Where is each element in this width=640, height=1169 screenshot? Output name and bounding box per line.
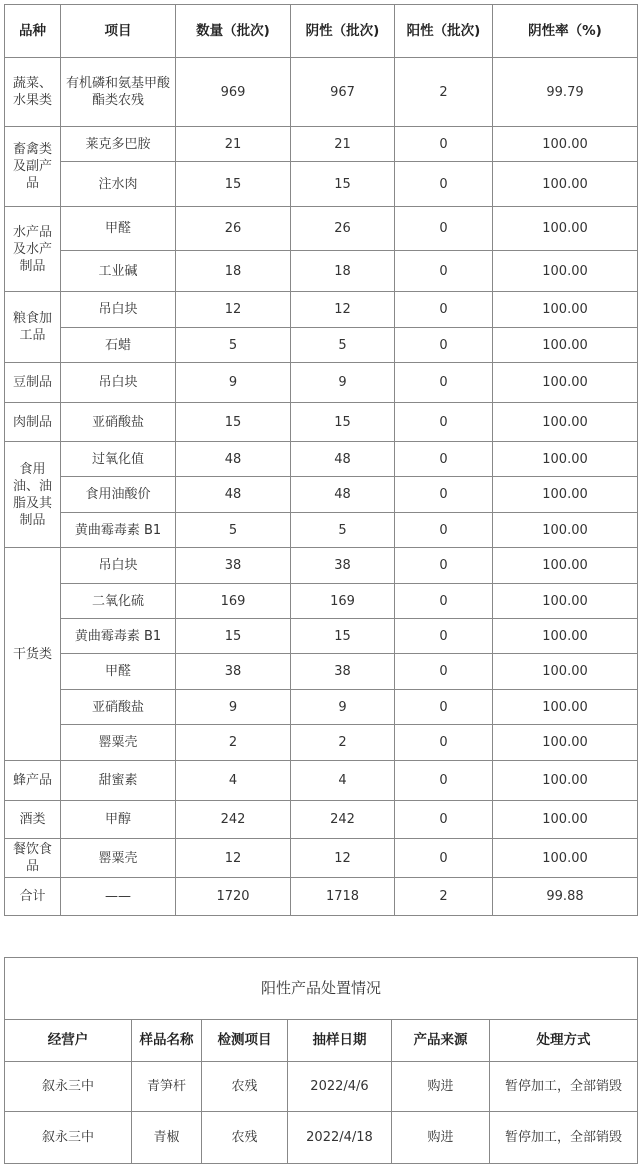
header-positive: 阳性（批次)	[395, 5, 493, 58]
header-negative: 阴性（批次)	[291, 5, 395, 58]
negative-cell: 18	[291, 251, 395, 292]
table-row	[5, 162, 638, 207]
category-cell: 酒类	[5, 801, 61, 839]
negative-cell: 967	[291, 58, 395, 127]
table-row	[5, 127, 638, 162]
table-row	[5, 654, 638, 690]
positive-cell: 2	[395, 58, 493, 127]
negative-rate-cell: 100.00	[493, 690, 638, 725]
quantity-cell: 242	[176, 801, 291, 839]
negative-rate-cell: 100.00	[493, 442, 638, 477]
negative-rate-cell: 100.00	[493, 619, 638, 654]
quantity-cell: 9	[176, 363, 291, 403]
category-cell: 食用油、油脂及其制品	[5, 442, 61, 548]
table-row	[5, 839, 638, 878]
item-cell: 亚硝酸盐	[61, 690, 176, 725]
item-cell: 有机磷和氨基甲酸酯类农残	[61, 58, 176, 127]
positive-cell: 0	[395, 839, 493, 878]
positive-cell: 0	[395, 548, 493, 584]
disposal-sample-cell: 青椒	[132, 1112, 202, 1164]
negative-cell: 26	[291, 207, 395, 251]
item-cell: 石蜡	[61, 328, 176, 363]
negative-rate-cell: 100.00	[493, 513, 638, 548]
item-cell: 甲醛	[61, 207, 176, 251]
table-row	[5, 442, 638, 477]
item-cell: 罂粟壳	[61, 725, 176, 761]
disposal-vendor-cell: 叙永三中	[5, 1112, 132, 1164]
positive-cell: 0	[395, 442, 493, 477]
total-qty-cell: 1720	[176, 878, 291, 916]
quantity-cell: 26	[176, 207, 291, 251]
category-cell: 畜禽类及副产品	[5, 127, 61, 207]
positive-cell: 0	[395, 690, 493, 725]
inspection-table	[4, 4, 638, 916]
positive-cell: 0	[395, 725, 493, 761]
disposal-sample-cell: 青笋杆	[132, 1062, 202, 1112]
item-cell: 亚硝酸盐	[61, 403, 176, 442]
quantity-cell: 12	[176, 839, 291, 878]
item-cell: 甲醇	[61, 801, 176, 839]
item-cell: 二氧化硫	[61, 584, 176, 619]
disposal-test-cell: 农残	[202, 1062, 288, 1112]
disposal-header-action: 处理方式	[490, 1020, 638, 1062]
positive-cell: 0	[395, 162, 493, 207]
positive-cell: 0	[395, 513, 493, 548]
negative-rate-cell: 100.00	[493, 839, 638, 878]
quantity-cell: 21	[176, 127, 291, 162]
negative-cell: 169	[291, 584, 395, 619]
negative-cell: 4	[291, 761, 395, 801]
table-row	[5, 363, 638, 403]
table-row	[5, 584, 638, 619]
negative-rate-cell: 100.00	[493, 162, 638, 207]
disposal-header-sample: 样品名称	[132, 1020, 202, 1062]
negative-cell: 9	[291, 690, 395, 725]
table-row	[5, 403, 638, 442]
header-row	[5, 5, 638, 58]
quantity-cell: 4	[176, 761, 291, 801]
positive-cell: 0	[395, 251, 493, 292]
negative-rate-cell: 100.00	[493, 127, 638, 162]
positive-cell: 0	[395, 619, 493, 654]
negative-cell: 2	[291, 725, 395, 761]
quantity-cell: 48	[176, 442, 291, 477]
total-row	[5, 878, 638, 916]
positive-cell: 0	[395, 584, 493, 619]
quantity-cell: 38	[176, 548, 291, 584]
disposal-row	[5, 1112, 638, 1164]
inspection-table-body	[5, 58, 638, 916]
item-cell: 甲醛	[61, 654, 176, 690]
category-cell: 豆制品	[5, 363, 61, 403]
disposal-test-cell: 农残	[202, 1112, 288, 1164]
item-cell: 注水肉	[61, 162, 176, 207]
negative-rate-cell: 100.00	[493, 584, 638, 619]
header-quantity: 数量（批次)	[176, 5, 291, 58]
total-pos-cell: 2	[395, 878, 493, 916]
quantity-cell: 12	[176, 292, 291, 328]
category-cell: 干货类	[5, 548, 61, 761]
table-row	[5, 761, 638, 801]
total-neg-cell: 1718	[291, 878, 395, 916]
quantity-cell: 38	[176, 654, 291, 690]
quantity-cell: 2	[176, 725, 291, 761]
item-cell: 过氧化值	[61, 442, 176, 477]
positive-cell: 0	[395, 363, 493, 403]
disposal-header-vendor: 经营户	[5, 1020, 132, 1062]
negative-cell: 48	[291, 477, 395, 513]
positive-cell: 0	[395, 801, 493, 839]
disposal-table-title: 阳性产品处置情况	[5, 958, 638, 1020]
disposal-date-cell: 2022/4/18	[288, 1112, 392, 1164]
quantity-cell: 5	[176, 328, 291, 363]
table-row	[5, 251, 638, 292]
item-cell: 莱克多巴胺	[61, 127, 176, 162]
negative-cell: 38	[291, 548, 395, 584]
negative-cell: 5	[291, 328, 395, 363]
table-row	[5, 690, 638, 725]
disposal-source-cell: 购进	[392, 1112, 490, 1164]
negative-rate-cell: 100.00	[493, 251, 638, 292]
negative-cell: 9	[291, 363, 395, 403]
negative-cell: 48	[291, 442, 395, 477]
positive-cell: 0	[395, 654, 493, 690]
disposal-action-cell: 暂停加工，全部销毁	[490, 1112, 638, 1164]
disposal-row	[5, 1062, 638, 1112]
quantity-cell: 18	[176, 251, 291, 292]
item-cell: 黄曲霉毒素 B1	[61, 513, 176, 548]
positive-cell: 0	[395, 761, 493, 801]
header-category: 品种	[5, 5, 61, 58]
disposal-vendor-cell: 叙永三中	[5, 1062, 132, 1112]
negative-rate-cell: 100.00	[493, 477, 638, 513]
positive-cell: 0	[395, 292, 493, 328]
negative-rate-cell: 100.00	[493, 328, 638, 363]
category-cell: 水产品及水产制品	[5, 207, 61, 292]
negative-rate-cell: 100.00	[493, 292, 638, 328]
item-cell: 甜蜜素	[61, 761, 176, 801]
negative-rate-cell: 100.00	[493, 801, 638, 839]
negative-cell: 5	[291, 513, 395, 548]
quantity-cell: 5	[176, 513, 291, 548]
quantity-cell: 169	[176, 584, 291, 619]
negative-rate-cell: 100.00	[493, 207, 638, 251]
total-category-cell: 合计	[5, 878, 61, 916]
negative-rate-cell: 100.00	[493, 548, 638, 584]
quantity-cell: 9	[176, 690, 291, 725]
header-item: 项目	[61, 5, 176, 58]
item-cell: 工业碱	[61, 251, 176, 292]
negative-rate-cell: 100.00	[493, 363, 638, 403]
table-row	[5, 58, 638, 127]
positive-cell: 0	[395, 328, 493, 363]
item-cell: 食用油酸价	[61, 477, 176, 513]
negative-cell: 15	[291, 403, 395, 442]
quantity-cell: 48	[176, 477, 291, 513]
disposal-action-cell: 暂停加工，全部销毁	[490, 1062, 638, 1112]
negative-rate-cell: 99.79	[493, 58, 638, 127]
negative-rate-cell: 100.00	[493, 654, 638, 690]
table-row	[5, 207, 638, 251]
disposal-header-source: 产品来源	[392, 1020, 490, 1062]
negative-rate-cell: 100.00	[493, 761, 638, 801]
quantity-cell: 15	[176, 403, 291, 442]
disposal-table-body	[5, 958, 638, 1164]
table-row	[5, 548, 638, 584]
category-cell: 蔬菜、水果类	[5, 58, 61, 127]
table-row	[5, 725, 638, 761]
negative-cell: 242	[291, 801, 395, 839]
item-cell: 吊白块	[61, 292, 176, 328]
disposal-header-row	[5, 1020, 638, 1062]
table-row	[5, 801, 638, 839]
disposal-date-cell: 2022/4/6	[288, 1062, 392, 1112]
quantity-cell: 969	[176, 58, 291, 127]
quantity-cell: 15	[176, 162, 291, 207]
item-cell: 黄曲霉毒素 B1	[61, 619, 176, 654]
total-item-cell: ——	[61, 878, 176, 916]
positive-cell: 0	[395, 477, 493, 513]
negative-rate-cell: 100.00	[493, 725, 638, 761]
category-cell: 粮食加工品	[5, 292, 61, 363]
positive-cell: 0	[395, 207, 493, 251]
disposal-header-test: 检测项目	[202, 1020, 288, 1062]
negative-cell: 15	[291, 162, 395, 207]
header-negative-rate: 阴性率（%)	[493, 5, 638, 58]
table-row	[5, 513, 638, 548]
negative-rate-cell: 100.00	[493, 403, 638, 442]
negative-cell: 15	[291, 619, 395, 654]
item-cell: 吊白块	[61, 548, 176, 584]
category-cell: 餐饮食品	[5, 839, 61, 878]
category-cell: 肉制品	[5, 403, 61, 442]
table-row	[5, 477, 638, 513]
item-cell: 罂粟壳	[61, 839, 176, 878]
disposal-header-date: 抽样日期	[288, 1020, 392, 1062]
total-rate-cell: 99.88	[493, 878, 638, 916]
table-row	[5, 292, 638, 328]
negative-cell: 21	[291, 127, 395, 162]
disposal-source-cell: 购进	[392, 1062, 490, 1112]
category-cell: 蜂产品	[5, 761, 61, 801]
negative-cell: 38	[291, 654, 395, 690]
positive-cell: 0	[395, 127, 493, 162]
table-row	[5, 328, 638, 363]
item-cell: 吊白块	[61, 363, 176, 403]
positive-cell: 0	[395, 403, 493, 442]
negative-cell: 12	[291, 839, 395, 878]
table-row	[5, 619, 638, 654]
negative-cell: 12	[291, 292, 395, 328]
disposal-table	[4, 957, 638, 1164]
quantity-cell: 15	[176, 619, 291, 654]
